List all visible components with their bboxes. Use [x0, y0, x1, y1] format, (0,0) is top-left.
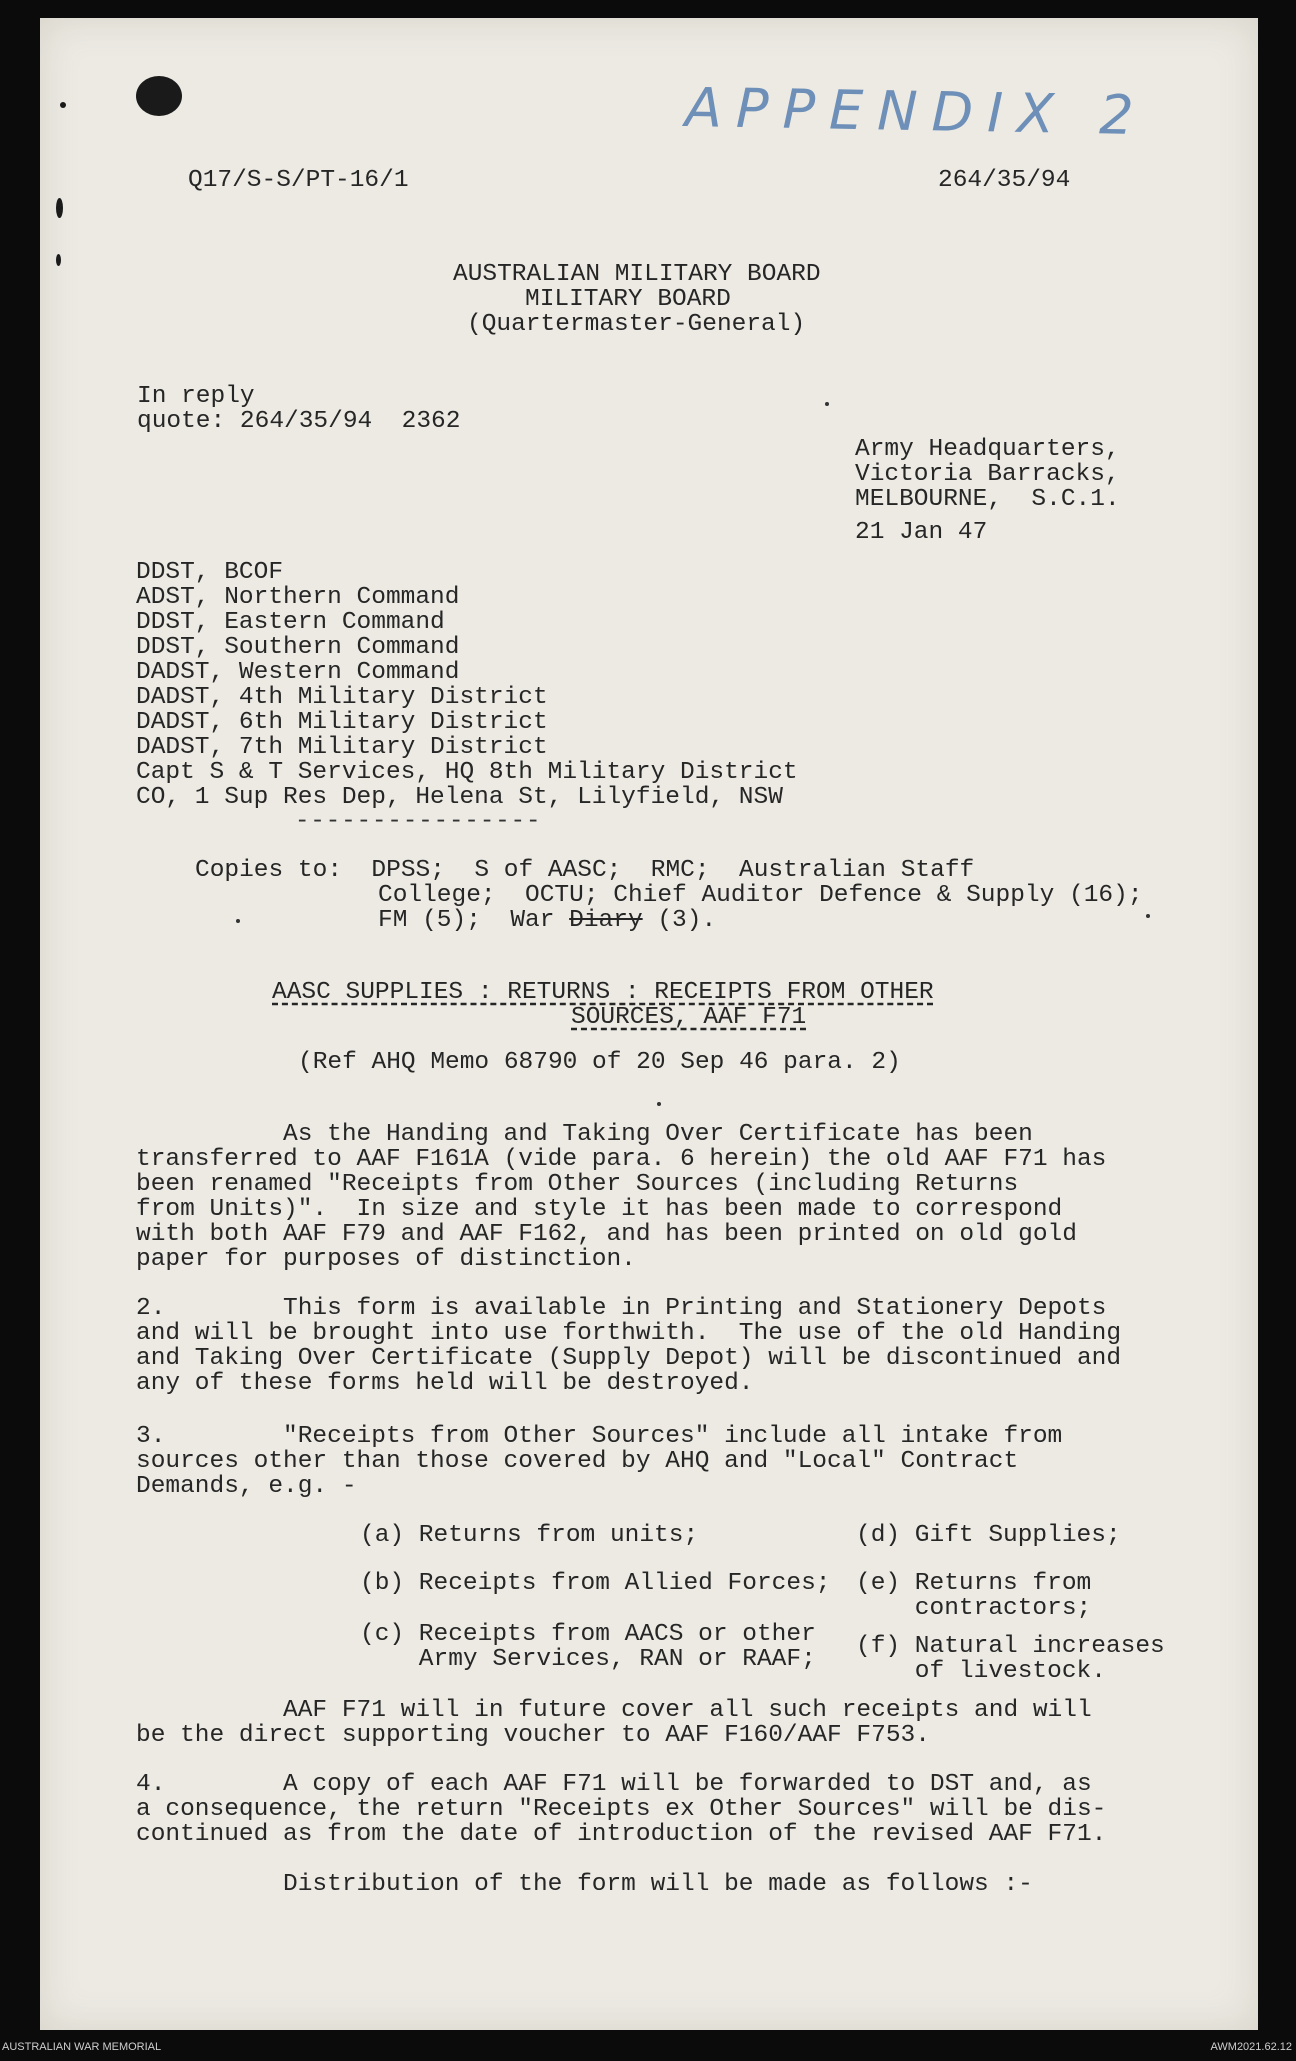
list-item-c-line-1: (c) Receipts from AACS or other — [360, 1621, 816, 1648]
punch-hole-mark — [136, 76, 182, 116]
paper-speck — [657, 1102, 661, 1106]
paper-speck — [236, 919, 240, 923]
footer-credit: AUSTRALIAN WAR MEMORIAL — [2, 2041, 162, 2053]
addressee-7: DADST, 6th Military District — [136, 709, 548, 736]
copies-line-3-suffix: (3). — [642, 907, 717, 934]
para1-line-4: from Units)". In size and style it has been made to correspond — [136, 1196, 1063, 1223]
list-item-f-line-2: of livestock. — [856, 1658, 1106, 1685]
separator-line: ---------------- — [295, 808, 542, 835]
file-reference-right: 264/35/94 — [938, 167, 1071, 194]
addressee-6: DADST, 4th Military District — [136, 684, 548, 711]
letterhead-line-2: MILITARY BOARD — [525, 286, 731, 313]
reference-line: (Ref AHQ Memo 68790 of 20 Sep 46 para. 2) — [298, 1049, 901, 1076]
paper-speck — [825, 402, 829, 406]
subject-line-2: SOURCES, AAF F71 — [571, 1004, 807, 1031]
list-item-e-line-2: contractors; — [856, 1595, 1092, 1622]
addressee-10: CO, 1 Sup Res Dep, Helena St, Lilyfield, NSW — [136, 784, 783, 811]
addressee-4: DDST, Southern Command — [136, 634, 460, 661]
subject-line-1: AASC SUPPLIES : RETURNS : RECEIPTS FROM OTHER — [272, 979, 934, 1006]
file-reference-left: Q17/S-S/PT-16/1 — [188, 167, 409, 194]
copies-line-1: Copies to: DPSS; S of AASC; RMC; Australian Staff — [195, 857, 975, 884]
footer-accession-number: AWM2021.62.12 — [1210, 2041, 1292, 2053]
para3-line-1: 3. "Receipts from Other Sources" include all intake from — [136, 1423, 1063, 1450]
address-line-1: Army Headquarters, — [855, 436, 1120, 463]
para1-line-2: transferred to AAF F161A (vide para. 6 herein) the old AAF F71 has — [136, 1146, 1107, 1173]
distribution-line: Distribution of the form will be made as follows :- — [136, 1871, 1033, 1898]
para2-line-4: any of these forms held will be destroyed. — [136, 1370, 754, 1397]
document-page — [40, 18, 1258, 2030]
para3-line-2: sources other than those covered by AHQ and "Local" Contract — [136, 1448, 1019, 1475]
list-item-e-line-1: (e) Returns from — [856, 1570, 1092, 1597]
para1-line-1: As the Handing and Taking Over Certificate has been — [136, 1121, 1033, 1148]
para4-line-1: 4. A copy of each AAF F71 will be forwarded to DST and, as — [136, 1771, 1092, 1798]
letterhead-line-1: AUSTRALIAN MILITARY BOARD — [453, 261, 821, 288]
para2-line-3: and Taking Over Certificate (Supply Depot) will be discontinued and — [136, 1345, 1122, 1372]
addressee-9: Capt S & T Services, HQ 8th Military District — [136, 759, 798, 786]
para3b-line-1: AAF F71 will in future cover all such receipts and will — [136, 1697, 1092, 1724]
para4-line-3: continued as from the date of introduction of the revised AAF F71. — [136, 1821, 1107, 1848]
address-line-2: Victoria Barracks, — [855, 461, 1120, 488]
list-item-a: (a) Returns from units; — [360, 1522, 699, 1549]
addressee-3: DDST, Eastern Command — [136, 609, 445, 636]
binding-mark — [56, 254, 61, 266]
binding-mark — [60, 102, 66, 108]
address-line-3: MELBOURNE, S.C.1. — [855, 486, 1120, 513]
letterhead-line-3: (Quartermaster-General) — [467, 311, 806, 338]
para1-line-3: been renamed "Receipts from Other Sources (including Returns — [136, 1171, 1019, 1198]
addressee-8: DADST, 7th Military District — [136, 734, 548, 761]
copies-line-2: College; OCTU; Chief Auditor Defence & Supply (16); — [378, 882, 1143, 909]
para1-line-6: paper for purposes of distinction. — [136, 1246, 636, 1273]
addressee-2: ADST, Northern Command — [136, 584, 460, 611]
list-item-d: (d) Gift Supplies; — [856, 1522, 1121, 1549]
letter-date: 21 Jan 47 — [855, 519, 988, 546]
para2-line-2: and will be brought into use forthwith. The use of the old Handing — [136, 1320, 1122, 1347]
list-item-f-line-1: (f) Natural increases — [856, 1633, 1165, 1660]
reply-line-1: In reply — [137, 383, 255, 410]
para2-line-1: 2. This form is available in Printing and Stationery Depots — [136, 1295, 1107, 1322]
copies-line-3 — [378, 908, 716, 933]
list-item-b: (b) Receipts from Allied Forces; — [360, 1570, 831, 1597]
copies-line-3-prefix: FM (5); War — [378, 907, 570, 934]
binding-mark — [56, 198, 63, 218]
addressee-1: DDST, BCOF — [136, 559, 284, 586]
para3b-line-2: be the direct supporting voucher to AAF F160/AAF F753. — [136, 1722, 930, 1749]
para3-line-3: Demands, e.g. - — [136, 1473, 357, 1500]
paper-speck — [1146, 914, 1150, 918]
para4-line-2: a consequence, the return "Receipts ex Other Sources" will be dis- — [136, 1796, 1107, 1823]
addressee-5: DADST, Western Command — [136, 659, 460, 686]
handwritten-appendix-note: APPENDIX 2 — [684, 75, 1149, 148]
para1-line-5: with both AAF F79 and AAF F162, and has been printed on old gold — [136, 1221, 1077, 1248]
reply-line-2: quote: 264/35/94 2362 — [137, 408, 461, 435]
list-item-c-line-2: Army Services, RAN or RAAF; — [360, 1646, 816, 1673]
copies-struck-word: Diary — [569, 907, 643, 934]
